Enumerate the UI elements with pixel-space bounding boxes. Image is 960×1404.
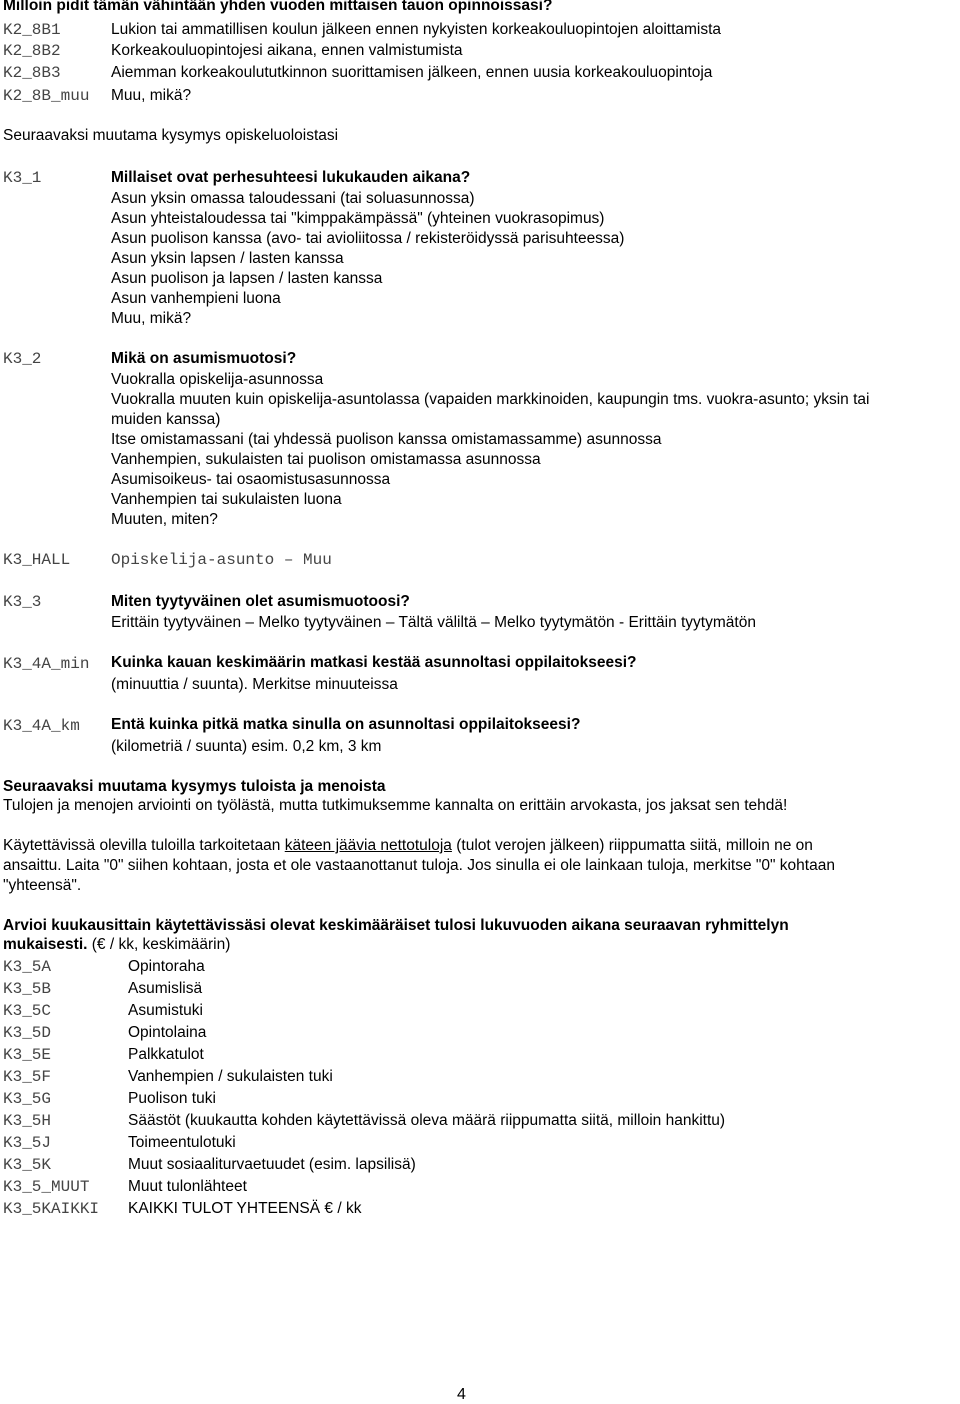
k3-hall-text: Opiskelija-asunto – Muu bbox=[111, 551, 332, 569]
k3-1-option: Muu, mikä? bbox=[111, 310, 192, 327]
k3-2-option: Itse omistamassani (tai yhdessä puolison kanssa omistamassamme) asunnossa bbox=[111, 431, 662, 448]
k3-5kaikki-code: K3_5KAIKKI bbox=[3, 1200, 100, 1218]
k3-5h-code: K3_5H bbox=[3, 1112, 52, 1130]
k3-2-option: Vanhempien tai sukulaisten luona bbox=[111, 491, 342, 508]
k3-5d-code: K3_5D bbox=[3, 1024, 52, 1042]
section-living-heading: Seuraavaksi muutama kysymys opiskeluoloistasi bbox=[3, 127, 339, 144]
k3-5g-text: Puolison tuki bbox=[128, 1090, 216, 1107]
k3-5f-text: Vanhempien / sukulaisten tuki bbox=[128, 1068, 333, 1085]
k3-5e-text: Palkkatulot bbox=[128, 1046, 204, 1063]
k2-8b2-text: Korkeakouluopintojesi aikana, ennen valmistumista bbox=[111, 42, 463, 59]
k3-2-option: Muuten, miten? bbox=[111, 511, 218, 528]
k3-5g-code: K3_5G bbox=[3, 1090, 52, 1108]
k3-5k-text: Muut sosiaaliturvaetuudet (esim. lapsilisä) bbox=[128, 1156, 416, 1173]
k3-5k-code: K3_5K bbox=[3, 1156, 52, 1174]
k3-5c-text: Asumistuki bbox=[128, 1002, 203, 1019]
page-number: 4 bbox=[457, 1386, 466, 1403]
income-definition-a: Käytettävissä olevilla tuloilla tarkoitetaan bbox=[3, 837, 285, 854]
k3-4a-km-note: (kilometriä / suunta) esim. 0,2 km, 3 km bbox=[111, 738, 382, 755]
k3-1-option: Asun yksin omassa taloudessani (tai soluasunnossa) bbox=[111, 190, 475, 207]
k3-1-option: Asun puolison kanssa (avo- tai avioliitossa / rekisteröidyssä parisuhteessa) bbox=[111, 230, 625, 247]
k3-5-muut-text: Muut tulonlähteet bbox=[128, 1178, 247, 1195]
k3-5-intro-line-2 bbox=[3, 935, 230, 955]
k3-5f-code: K3_5F bbox=[3, 1068, 52, 1086]
k3-5j-text: Toimeentulotuki bbox=[128, 1134, 236, 1151]
k3-1-option: Asun puolison ja lapsen / lasten kanssa bbox=[111, 270, 383, 287]
income-definition-underlined: käteen jäävia nettotuloja bbox=[284, 837, 452, 854]
k3-4a-min-note: (minuuttia / suunta). Merkitse minuuteissa bbox=[111, 676, 398, 693]
k2-8b-muu-code: K2_8B_muu bbox=[3, 87, 90, 105]
k3-4a-min-code: K3_4A_min bbox=[3, 655, 90, 673]
k3-1-code: K3_1 bbox=[3, 169, 42, 187]
k3-4a-km-code: K3_4A_km bbox=[3, 717, 80, 735]
k3-2-question: Mikä on asumismuotosi? bbox=[111, 350, 297, 367]
k3-5c-code: K3_5C bbox=[3, 1002, 52, 1020]
k3-2-code: K3_2 bbox=[3, 350, 42, 368]
k2-8b1-text: Lukion tai ammatillisen koulun jälkeen ennen nykyisten korkeakouluopintojen aloittamista bbox=[111, 21, 722, 38]
k3-2-option: Vanhempien, sukulaisten tai puolison omistamassa asunnossa bbox=[111, 451, 541, 468]
k3-5-intro-line-1: Arvioi kuukausittain käytettävissäsi olevat keskimääräiset tulosi lukuvuoden aikana seuraavan ryhmittelyn bbox=[3, 917, 789, 934]
k3-5j-code: K3_5J bbox=[3, 1134, 52, 1152]
k2-8b3-code: K2_8B3 bbox=[3, 64, 61, 82]
k3-1-option: Asun vanhempieni luona bbox=[111, 290, 281, 307]
k3-5h-text: Säästöt (kuukautta kohden käytettävissä oleva määrä riippumatta siitä, milloin hankittu) bbox=[128, 1112, 726, 1129]
k3-5a-code: K3_5A bbox=[3, 958, 52, 976]
k3-5b-code: K3_5B bbox=[3, 980, 52, 998]
k2-8b3-text: Aiemman korkeakoulututkinnon suorittamisen jälkeen, ennen uusia korkeakouluopintoja bbox=[111, 64, 713, 81]
k3-2-option: Vuokralla opiskelija-asunnossa bbox=[111, 371, 324, 388]
k2-8b-muu-text: Muu, mikä? bbox=[111, 87, 192, 104]
k3-1-question: Millaiset ovat perhesuhteesi lukukauden aikana? bbox=[111, 169, 471, 186]
k3-3-scale: Erittäin tyytyväinen – Melko tyytyväinen – Tältä väliltä – Melko tyytymätön - Erittäin tyytymätön bbox=[111, 614, 756, 631]
k3-3-code: K3_3 bbox=[3, 593, 42, 611]
k3-5b-text: Asumislisä bbox=[128, 980, 203, 997]
income-definition-line-2: ansaittu. Laita "0" siihen kohtaan, josta et ole vastaanottanut tuloja. Jos sinulla ei ole lainkaan tuloja, merkitse "0" kohtaan bbox=[3, 857, 835, 874]
k3-4a-min-question: Kuinka kauan keskimäärin matkasi kestää asunnoltasi oppilaitokseesi? bbox=[111, 654, 637, 671]
k3-3-question: Miten tyytyväinen olet asumismuotoosi? bbox=[111, 593, 410, 610]
k3-hall-code: K3_HALL bbox=[3, 551, 71, 569]
k2-8-question: Milloin pidit tämän vähintään yhden vuoden mittaisen tauon opinnoissasi? bbox=[3, 0, 553, 14]
k3-2-option: muiden kanssa) bbox=[111, 411, 221, 428]
k3-2-option: Vuokralla muuten kuin opiskelija-asuntolassa (vapaiden markkinoiden, kaupungin tms. vuokra-asunto; yksin tai bbox=[111, 391, 870, 408]
k3-5-muut-code: K3_5_MUUT bbox=[3, 1178, 90, 1196]
section-income-line: Tulojen ja menojen arviointi on työlästä, mutta tutkimuksemme kannalta on erittäin arvokasta, jos jaksat sen tehdä! bbox=[3, 797, 788, 814]
k2-8b1-code: K2_8B1 bbox=[3, 21, 61, 39]
k3-5a-text: Opintoraha bbox=[128, 958, 205, 975]
k3-1-option: Asun yhteistaloudessa tai "kimppakämpässä" (yhteinen vuokrasopimus) bbox=[111, 210, 605, 227]
income-definition-b: (tulot verojen jälkeen) riippumatta siitä, milloin ne on bbox=[451, 837, 813, 854]
k3-5-intro-bold: mukaisesti. bbox=[3, 936, 88, 953]
k3-4a-km-question: Entä kuinka pitkä matka sinulla on asunnoltasi oppilaitokseesi? bbox=[111, 716, 581, 733]
income-definition-line-1 bbox=[3, 836, 813, 856]
k3-5kaikki-text: KAIKKI TULOT YHTEENSÄ € / kk bbox=[128, 1200, 362, 1217]
k3-5e-code: K3_5E bbox=[3, 1046, 52, 1064]
income-definition-line-3: "yhteensä". bbox=[3, 877, 82, 894]
k3-1-option: Asun yksin lapsen / lasten kanssa bbox=[111, 250, 344, 267]
k3-5-intro-unit: (€ / kk, keskimäärin) bbox=[87, 936, 231, 953]
k2-8b2-code: K2_8B2 bbox=[3, 42, 61, 60]
k3-2-option: Asumisoikeus- tai osaomistusasunnossa bbox=[111, 471, 391, 488]
k3-5d-text: Opintolaina bbox=[128, 1024, 207, 1041]
section-income-heading: Seuraavaksi muutama kysymys tuloista ja menoista bbox=[3, 778, 386, 795]
